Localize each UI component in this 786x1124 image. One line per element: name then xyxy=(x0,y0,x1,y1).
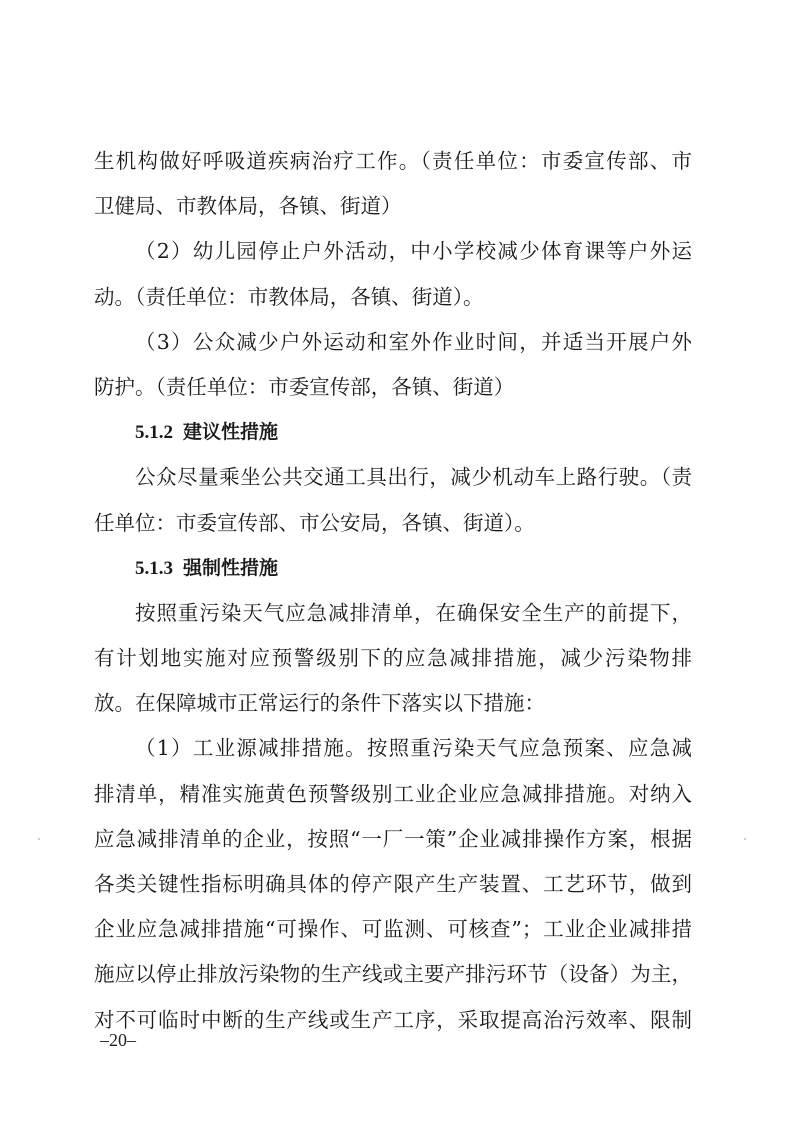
text-line: 各类关键性指标明确具体的停产限产生产装置、工艺环节，做到 xyxy=(94,872,692,896)
text-line: 排清单，精准实施黄色预警级别工业企业应急减排措施。对纳入 xyxy=(94,781,692,806)
text-line: （2）幼儿园停止户外活动，中小学校减少体育课等户外运 xyxy=(135,239,692,264)
text-line: 有计划地实施对应预警级别下的应急减排措施，减少污染物排 xyxy=(94,646,692,671)
section-title: 建议性措施 xyxy=(183,421,279,444)
text-line: 防护。（责任单位：市委宣传部，各镇、街道） xyxy=(94,374,515,399)
section-heading xyxy=(94,546,692,591)
section-heading xyxy=(94,410,692,455)
text-line: 任单位：市委宣传部、市公安局，各镇、街道）。 xyxy=(94,510,535,535)
scan-mark-right xyxy=(744,838,746,840)
text-line: 对不可临时中断的生产线或生产工序，采取提高治污效率、限制 xyxy=(94,1007,692,1032)
text-line: 卫健局、市教体局，各镇、街道） xyxy=(94,194,402,219)
section-number: 5.1.3 xyxy=(135,557,173,579)
text-line: 公众尽量乘坐公共交通工具出行，减少机动车上路行驶。（责 xyxy=(135,465,692,490)
section-number: 5.1.2 xyxy=(135,422,173,444)
text-line: 生机构做好呼吸道疾病治疗工作。（责任单位：市委宣传部、市 xyxy=(94,149,692,173)
section-title: 强制性措施 xyxy=(183,556,279,579)
text-line: 企业应急减排措施“可操作、可监测、可核查”；工业企业减排措 xyxy=(94,917,692,942)
text-line: 动。（责任单位：市教体局，各镇、街道）。 xyxy=(94,284,484,309)
text-line: （3）公众减少户外运动和室外作业时间，并适当开展户外 xyxy=(135,329,692,354)
text-line: 按照重污染天气应急减排清单，在确保安全生产的前提下， xyxy=(135,600,692,625)
page-number: –20– xyxy=(100,1030,136,1050)
text-line: 应急减排清单的企业，按照“一厂一策”企业减排操作方案，根据 xyxy=(94,826,692,851)
text-line: 施应以停止排放污染物的生产线或主要产排污环节（设备）为主， xyxy=(94,962,692,987)
scan-mark-left xyxy=(38,838,40,840)
document-body xyxy=(94,139,692,1043)
text-line: 放。在保障城市正常运行的条件下落实以下措施： xyxy=(94,691,545,716)
text-line: （1）工业源减排措施。按照重污染天气应急预案、应急减 xyxy=(135,736,692,761)
